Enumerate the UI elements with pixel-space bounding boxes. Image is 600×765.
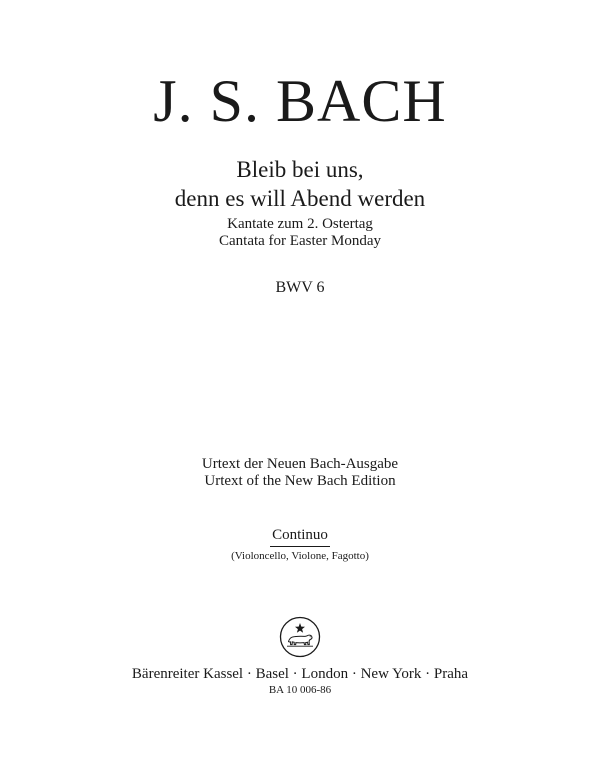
subtitle-english: Cantata for Easter Monday bbox=[218, 233, 382, 249]
work-title-line-2: denn es will Abend werden bbox=[174, 186, 426, 211]
part-name-underline bbox=[270, 546, 330, 547]
work-title-line-1: Bleib bei uns, bbox=[236, 157, 364, 182]
part-instruments: (Violoncello, Violone, Fagotto) bbox=[231, 550, 369, 562]
baerenreiter-bear-logo-icon bbox=[279, 616, 321, 658]
subtitle-german: Kantate zum 2. Ostertag bbox=[227, 216, 373, 232]
part-name: Continuo bbox=[272, 527, 328, 543]
order-number: BA 10 006-86 bbox=[268, 684, 332, 696]
edition-german: Urtext der Neuen Bach-Ausgabe bbox=[201, 456, 399, 472]
composer-name: J. S. BACH bbox=[153, 68, 447, 134]
edition-english: Urtext of the New Bach Edition bbox=[204, 473, 396, 489]
bwv-number: BWV 6 bbox=[275, 279, 325, 296]
publisher-locations: Bärenreiter Kassel · Basel · London · New York · Praha bbox=[131, 666, 469, 682]
